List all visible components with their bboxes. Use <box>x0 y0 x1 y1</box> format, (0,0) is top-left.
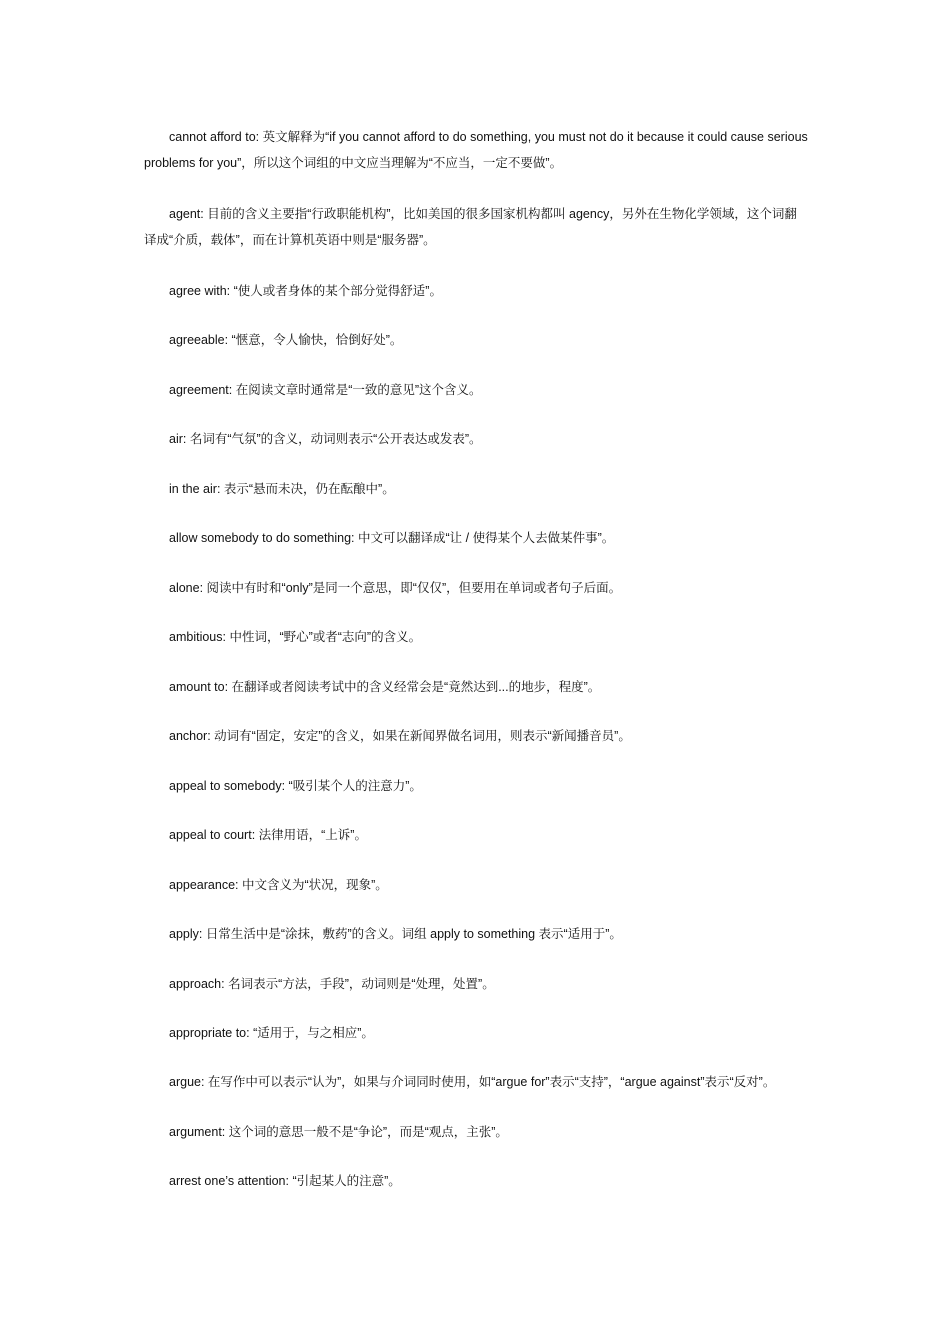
entry-cannot-afford-to: cannot afford to: 英文解释为“if you cannot afford to do something, you must not do it because it could cause serious problems for you”，所以这个词组的中文应当理解为“不应当，一定不要做”。 <box>144 130 808 170</box>
entry-ambitious: ambitious: 中性词，“野心”或者“志向”的含义。 <box>169 630 422 644</box>
entry-agreeable: agreeable: “惬意，令人愉快，恰倒好处”。 <box>169 333 403 347</box>
entry-arrest-ones-attention: arrest one’s attention: “引起某人的注意”。 <box>169 1174 401 1188</box>
entry-in-the-air: in the air: 表示“悬而未决，仍在酝酿中”。 <box>169 482 395 496</box>
entry-appeal-to-court: appeal to court: 法律用语，“上诉”。 <box>169 828 367 842</box>
entry-agreement: agreement: 在阅读文章时通常是“一致的意见”这个含义。 <box>169 383 482 397</box>
entry-appropriate-to: appropriate to: “适用于，与之相应”。 <box>169 1026 374 1040</box>
entry-agree-with: agree with: “使人或者身体的某个部分觉得舒适”。 <box>169 284 442 298</box>
entry-alone: alone: 阅读中有时和“only”是同一个意思，即“仅仅”，但要用在单词或者句子后面。 <box>169 581 622 595</box>
entry-air: air: 名词有“气氛”的含义，动词则表示“公开表达或发表”。 <box>169 432 482 446</box>
entry-agent: agent: 目前的含义主要指“行政职能机构”，比如美国的很多国家机构都叫 agency，另外在生物化学领域，这个词翻译成“介质，载体”，而在计算机英语中则是“服务器”。 <box>144 207 797 247</box>
entry-anchor: anchor: 动词有“固定，安定”的含义，如果在新闻界做名词用，则表示“新闻播音员”。 <box>169 729 631 743</box>
entry-appearance: appearance: 中文含义为“状况，现象”。 <box>169 878 388 892</box>
entry-amount-to: amount to: 在翻译或者阅读考试中的含义经常会是“竟然达到...的地步，程度”。 <box>169 680 601 694</box>
entry-approach: approach: 名词表示“方法，手段”，动词则是“处理，处置”。 <box>169 977 495 991</box>
entry-apply: apply: 日常生活中是“涂抹，敷药”的含义。词组 apply to something 表示“适用于”。 <box>169 927 622 941</box>
entry-allow-somebody: allow somebody to do something: 中文可以翻译成“让 / 使得某个人去做某件事”。 <box>169 531 615 545</box>
entry-argue: argue: 在写作中可以表示“认为”，如果与介词同时使用，如“argue for”表示“支持”，“argue against”表示“反对”。 <box>169 1075 776 1089</box>
entry-appeal-to-somebody: appeal to somebody: “吸引某个人的注意力”。 <box>169 779 422 793</box>
entry-argument: argument: 这个词的意思一般不是“争论”，而是“观点，主张”。 <box>169 1125 508 1139</box>
